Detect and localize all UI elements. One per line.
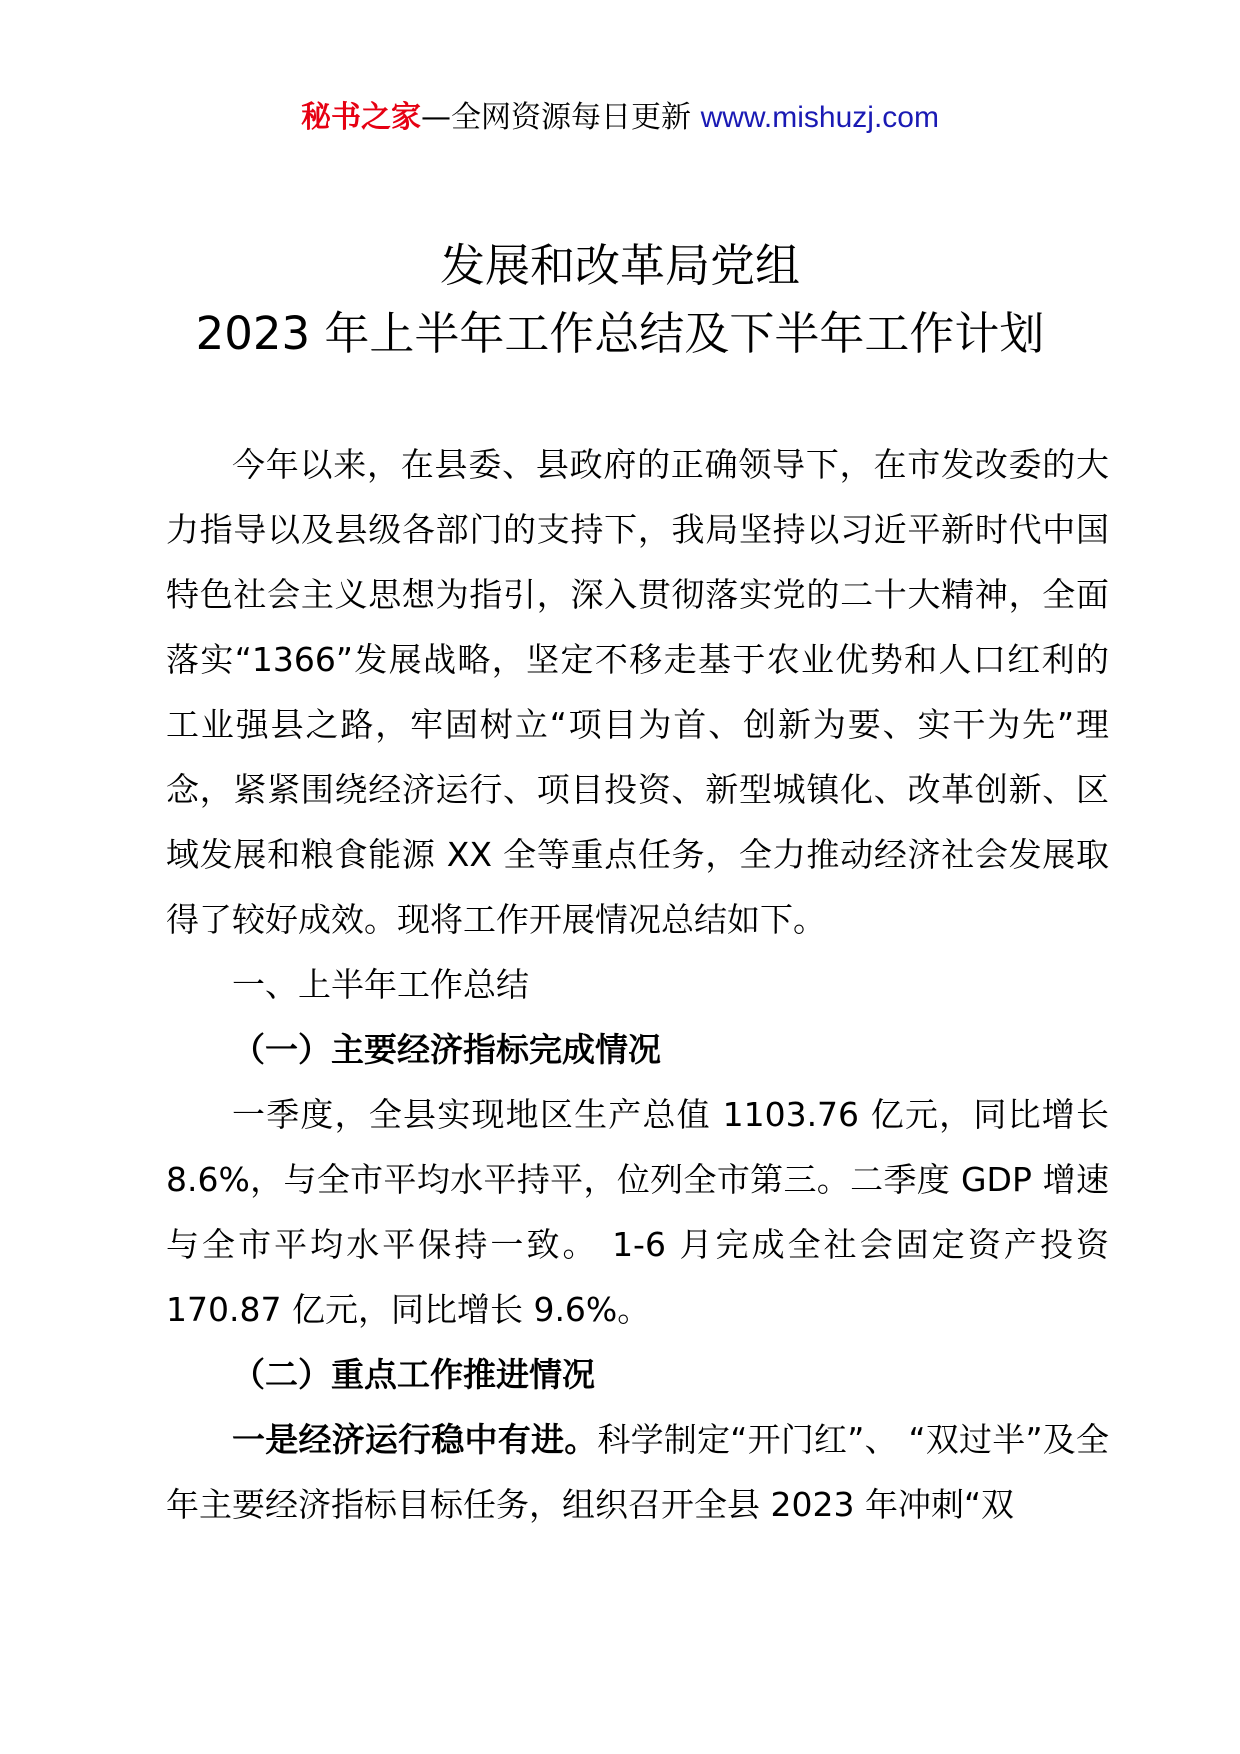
site-url-link[interactable]: www.mishuzj.com bbox=[700, 101, 939, 134]
site-brand: 秘书之家 bbox=[301, 100, 422, 135]
point1-lead: 一是经济运行稳中有进。 bbox=[232, 1420, 598, 1459]
subsection-heading-2: （二）重点工作推进情况 bbox=[232, 1355, 595, 1394]
point1-text: 科学制定“开门红”、 “双过半”及全年主要经济指标目标任务，组织召开全县 2023 年冲刺“双 bbox=[166, 1420, 1109, 1524]
document-title-line2: 2023 年上半年工作总结及下半年工作计划 bbox=[195, 307, 1045, 360]
site-header bbox=[0, 98, 1240, 138]
document-body bbox=[166, 432, 1109, 1537]
section-heading-1: 一、上半年工作总结 bbox=[232, 965, 529, 1004]
indicators-paragraph: 一季度，全县实现地区生产总值 1103.76 亿元，同比增长 8.6%，与全市平均水平持平，位列全市第三。二季度 GDP 增速与全市平均水平保持一致。 1-6 月完成全社会固定资产投资 170.87 亿元，同比增长 9.6%。 bbox=[166, 1095, 1109, 1329]
point1-paragraph bbox=[166, 1407, 1109, 1537]
intro-paragraph: 今年以来，在县委、县政府的正确领导下，在市发改委的大力指导以及县级各部门的支持下，我局坚持以习近平新时代中国特色社会主义思想为指引，深入贯彻落实党的二十大精神，全面落实“1366”发展战略，坚定不移走基于农业优势和人口红利的工业强县之路，牢固树立“项目为首、创新为要、实干为先”理念，紧紧围绕经济运行、项目投资、新型城镇化、改革创新、区域发展和粮食能源 XX 全等重点任务，全力推动经济社会发展取得了较好成效。现将工作开展情况总结如下。 bbox=[166, 445, 1109, 939]
site-slogan: —全网资源每日更新 bbox=[421, 100, 692, 135]
subsection-heading-1: （一）主要经济指标完成情况 bbox=[232, 1030, 661, 1069]
document-title-line1: 发展和改革局党组 bbox=[439, 239, 800, 292]
